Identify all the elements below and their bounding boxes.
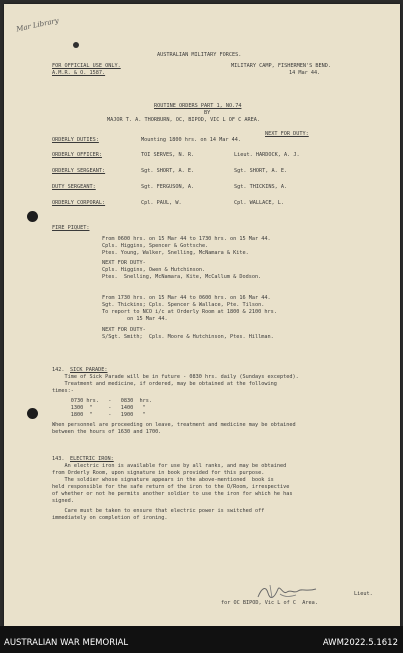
text-line: From 1730 hrs. on 15 Mar 44 to 0600 hrs. on 16 Mar 44. <box>102 295 271 301</box>
duty-next: Cpl. WALLACE, L. <box>234 200 284 206</box>
section-number: 143. <box>52 456 65 462</box>
signatory-rank: Lieut. <box>354 591 373 597</box>
section-number: 142. <box>52 367 65 373</box>
text-line: from Orderly Room, upon signature in book provided for this purpose. <box>52 470 265 476</box>
document-page <box>4 4 400 626</box>
orders-officer: MAJOR T. A. THORBURN, OC, BIPOD, VIC L OF C AREA. <box>107 117 261 123</box>
text-line: Sgt. Thickins; Cpls. Spencer & Wallace, Pte. Tilson. <box>102 302 265 308</box>
archive-name: AUSTRALIAN WAR MEMORIAL <box>4 638 129 648</box>
text-line: When personnel are proceeding on leave, treatment and medicine may be obtained <box>52 422 296 428</box>
signatory-line: for OC BIPOD, Vic L of C Area. <box>221 600 318 606</box>
fire-picquet-label: FIRE PIQUET: <box>52 225 90 231</box>
text-line: Cpls. Higgins, Spencer & Gottsche. <box>102 243 209 249</box>
text-line: Cpls. Higgins, Owen & Hutchinson. <box>102 267 206 273</box>
section-title: ELECTRIC IRON: <box>70 456 114 462</box>
duty-label: ORDERLY CORPORAL: <box>52 200 106 206</box>
text-line: 1300 " - 1400 " <box>52 405 146 411</box>
duty-value: Sgt. SHORT, A. E. <box>141 168 195 174</box>
handwritten-signature <box>256 583 318 601</box>
section-title: SICK PARADE: <box>70 367 108 373</box>
text-line: Time of Sick Parade will be in future - 0830 hrs. daily (Sundays excepted). <box>52 374 299 380</box>
text-line: immediately on completion of ironing. <box>52 515 168 521</box>
text-line: S/Sgt. Smith; Cpls. Moore & Hutchinson, Ptes. Hillman. <box>102 334 274 340</box>
text-line: The soldier whose signature appears in the above-mentioned book is <box>52 477 274 483</box>
duty-label: DUTY SERGEANT: <box>52 184 96 190</box>
duty-next: Sgt. THICKINS, A. <box>234 184 288 190</box>
text-line: times:- <box>52 388 74 394</box>
duty-next: Sgt. SHORT, A. E. <box>234 168 288 174</box>
text-line: 0730 hrs. - 0830 hrs. <box>52 398 152 404</box>
document-heading: AUSTRALIAN MILITARY FORCES. <box>157 52 242 58</box>
duty-label: ORDERLY DUTIES: <box>52 137 99 143</box>
duty-value: Cpl. PAUL, W. <box>141 200 182 206</box>
duty-label: ORDERLY SERGEANT: <box>52 168 106 174</box>
text-line: held responsible for the safe return of the iron to the O/Room, irrespective <box>52 484 290 490</box>
archive-reference: AWM2022.5.1612 <box>322 638 398 648</box>
text-line: signed. <box>52 498 74 504</box>
handwritten-note: Mar Library <box>15 16 60 34</box>
text-line: Care must be taken to ensure that electric power is switched off <box>52 508 265 514</box>
text-line: on 15 Mar 44. <box>102 316 168 322</box>
text-line: NEXT FOR DUTY- <box>102 260 146 266</box>
duty-value: Sgt. FERGUSON, A. <box>141 184 195 190</box>
duty-value: Mounting 1800 hrs. on 14 Mar 44. <box>141 137 241 143</box>
text-line: between the hours of 1630 and 1700. <box>52 429 162 435</box>
camp-name: MILITARY CAMP, FISHERMEN'S BEND. <box>231 63 331 69</box>
document-date: 14 Mar 44. <box>289 70 321 76</box>
text-line: 1800 " - 1900 " <box>52 412 146 418</box>
punch-hole <box>27 408 38 419</box>
text-line: of whether or not he permits another soldier to use the iron for which he has <box>52 491 293 497</box>
punch-hole <box>27 211 38 222</box>
orders-title: ROUTINE ORDERS PART 1, NO.74 <box>154 103 242 109</box>
text-line: Treatment and medicine, if ordered, may be obtained at the following <box>52 381 277 387</box>
text-line: From 0600 hrs. on 15 Mar 44 to 1730 hrs. on 15 Mar 44. <box>102 236 271 242</box>
duty-label: ORDERLY OFFICER: <box>52 152 102 158</box>
text-line: Ptes. Snelling, McNamara, Kite, McCallum & Dodson. <box>102 274 262 280</box>
text-line: An electric iron is available for use by all ranks, and may be obtained <box>52 463 287 469</box>
text-line: NEXT FOR DUTY- <box>102 327 146 333</box>
duty-value: TOI SERVES, N. R. <box>141 152 195 158</box>
archive-footer <box>0 626 403 653</box>
text-line: Ptes. Young, Walker, Snelling, McNamara & Kite. <box>102 250 249 256</box>
text-line: To report to NCO i/c at Orderly Room at 1800 & 2100 hrs. <box>102 309 277 315</box>
official-use-notice: FOR OFFICIAL USE ONLY. <box>52 63 121 69</box>
duty-next: NEXT FOR DUTY: <box>265 131 309 137</box>
paper-clip-mark <box>73 42 79 48</box>
amr-reference: A.M.R. & O. 1587. <box>52 70 106 76</box>
duty-next: Lieut. HARDOCK, A. J. <box>234 152 300 158</box>
orders-by: BY <box>204 110 211 116</box>
